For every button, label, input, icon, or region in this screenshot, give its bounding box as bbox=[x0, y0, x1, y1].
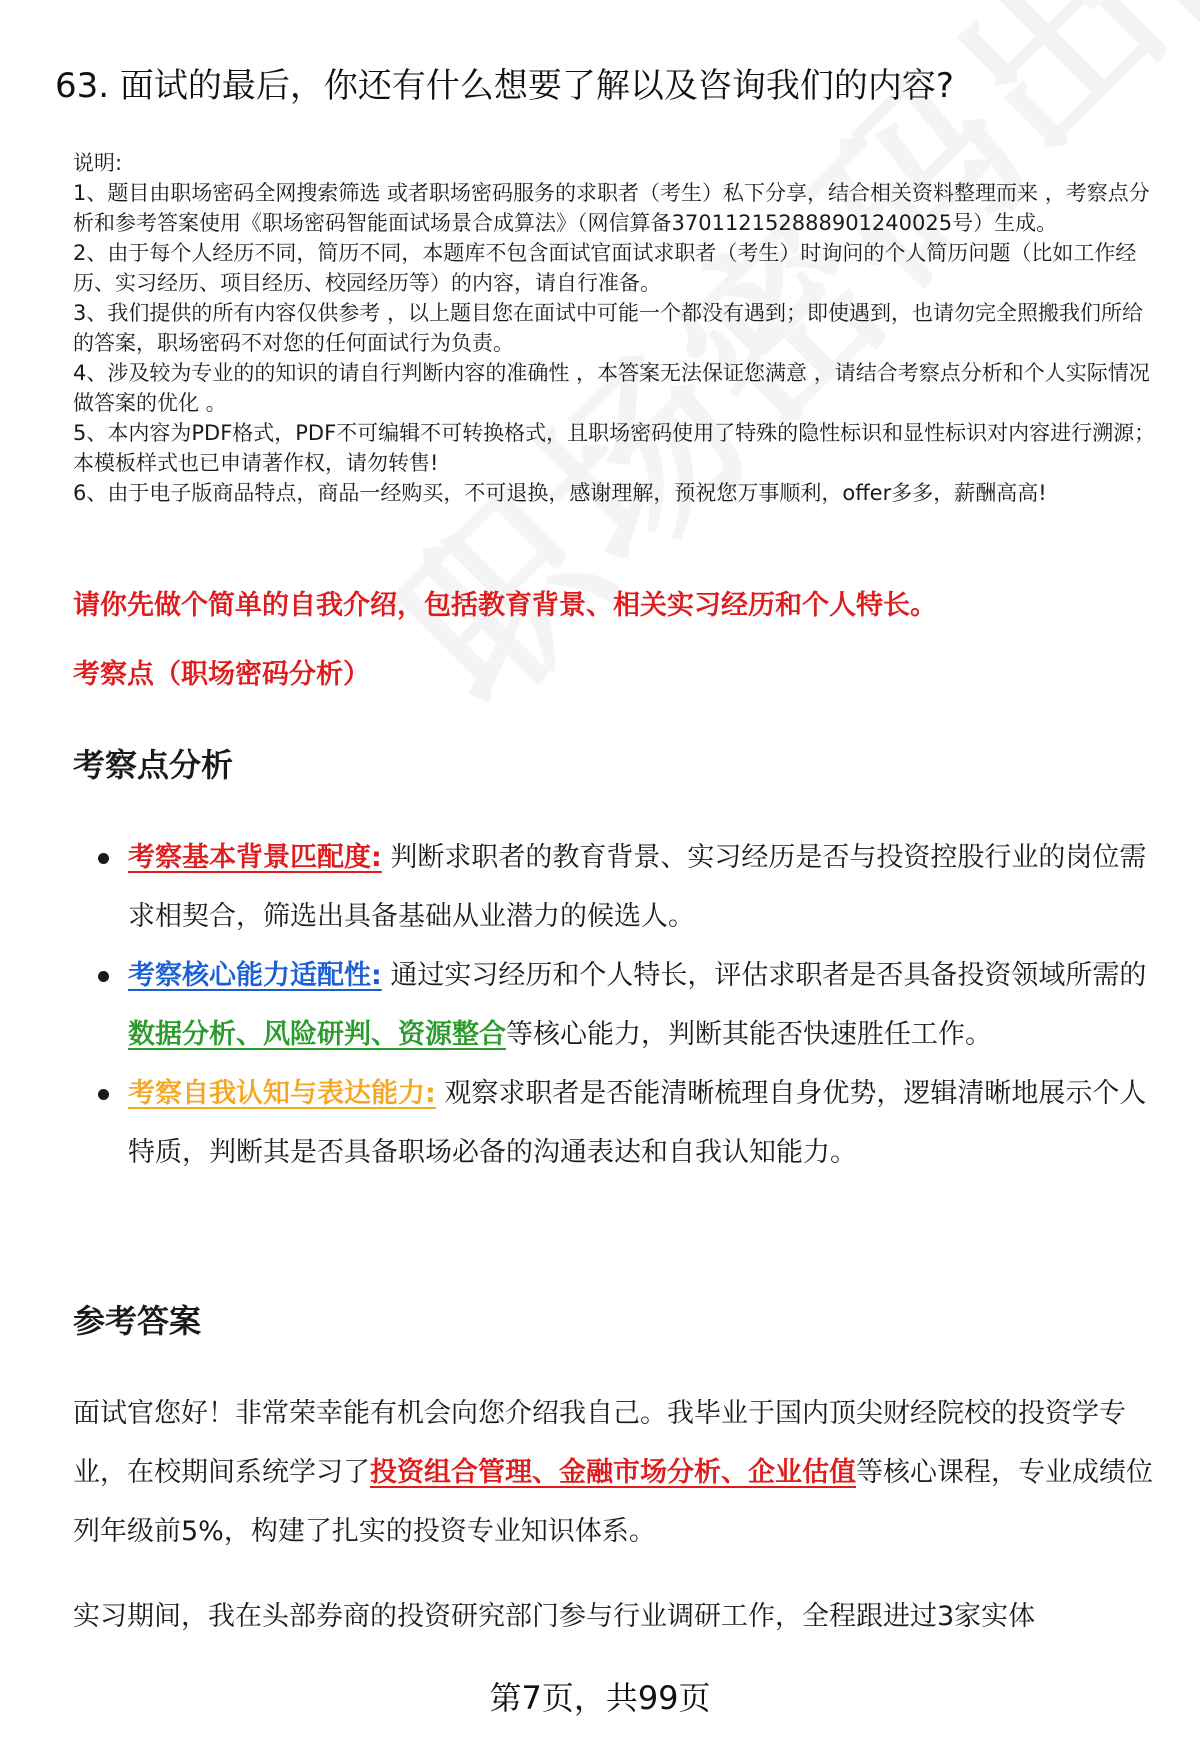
analysis-item-label: 考察自我认知与表达能力: bbox=[128, 1078, 436, 1109]
note-item: 5、本内容为PDF格式，PDF不可编辑不可转换格式，且职场密码使用了特殊的隐性标识和显性标识对内容进行溯源；本模板样式也已申请著作权，请勿转售! bbox=[73, 421, 1156, 475]
page-number: 第7页，共99页 bbox=[489, 1679, 711, 1717]
question-title: 63. 面试的最后，你还有什么想要了解以及咨询我们的内容? bbox=[55, 66, 954, 106]
analysis-item-label: 考察基本背景匹配度: bbox=[128, 842, 382, 873]
analysis-item-label: 考察核心能力适配性: bbox=[128, 960, 382, 991]
answer-text: 等核心课程，专业成绩位列年级前5%，构建了扎实的投资专业知识体系。 bbox=[73, 1457, 1153, 1547]
notes-block bbox=[73, 148, 1163, 508]
note-item: 2、由于每个人经历不同，简历不同，本题库不包含面试官面试求职者（考生）时询问的个人简历问题（比如工作经历、实习经历、项目经历、校园经历等）的内容，请自行准备。 bbox=[73, 241, 1137, 295]
answer-text: 面试官您好！非常荣幸能有机会向您介绍我自己。我毕业于国内顶尖财经院校的投资学专业，在校期间系统学习了 bbox=[73, 1398, 1126, 1488]
note-item: 4、涉及较为专业的的知识的请自行判断内容的准确性 ，本答案无法保证您满意 ，请结合考察点分析和个人实际情况做答案的优化 。 bbox=[73, 361, 1150, 415]
analysis-heading: 考察点分析 bbox=[73, 746, 234, 784]
note-item: 6、由于电子版商品特点，商品一经购买，不可退换，感谢理解，预祝您万事顺利，offer多多，薪酬高高! bbox=[73, 481, 1047, 505]
answer-paragraph bbox=[73, 1384, 1153, 1561]
bullet-icon bbox=[98, 971, 109, 982]
answer-paragraph: 实习期间，我在头部券商的投资研究部门参与行业调研工作，全程跟进过3家实体 bbox=[73, 1601, 1036, 1632]
notes-heading: 说明: bbox=[73, 151, 123, 175]
analysis-item bbox=[98, 1064, 1148, 1182]
analysis-item-text: 等核心能力，判断其能否快速胜任工作。 bbox=[506, 1019, 992, 1050]
analysis-list bbox=[98, 828, 1148, 1182]
analysis-item-text: 通过实习经历和个人特长，评估求职者是否具备投资领域所需的 bbox=[381, 960, 1147, 991]
point-label: 考察点（职场密码分析） bbox=[73, 659, 370, 690]
interview-question: 请你先做个简单的自我介绍，包括教育背景、相关实习经历和个人特长。 bbox=[73, 590, 937, 621]
answer-heading: 参考答案 bbox=[73, 1302, 202, 1340]
note-item: 1、题目由职场密码全网搜索筛选 或者职场密码服务的求职者（考生）私下分享，结合相关资料整理而来 ，考察点分析和参考答案使用《职场密码智能面试场景合成算法》（网信算备370112152888901240025号）生成。 bbox=[73, 181, 1150, 235]
analysis-item bbox=[98, 828, 1148, 946]
bullet-icon bbox=[98, 1089, 109, 1100]
analysis-item-text: 判断求职者的教育背景、实习经历是否与投资控股行业的岗位需求相契合，筛选出具备基础从业潜力的候选人。 bbox=[128, 842, 1147, 932]
answer-highlight: 投资组合管理、金融市场分析、企业估值 bbox=[370, 1457, 856, 1488]
analysis-item-text: 观察求职者是否能清晰梳理自身优势，逻辑清晰地展示个人特质，判断其是否具备职场必备的沟通表达和自我认知能力。 bbox=[128, 1078, 1147, 1168]
analysis-highlight: 数据分析、风险研判、资源整合 bbox=[128, 1019, 506, 1050]
bullet-icon bbox=[98, 853, 109, 864]
analysis-item bbox=[98, 946, 1148, 1064]
note-item: 3、我们提供的所有内容仅供参考 ，以上题目您在面试中可能一个都没有遇到；即使遇到，也请勿完全照搬我们所给的答案，职场密码不对您的任何面试行为负责。 bbox=[73, 301, 1144, 355]
